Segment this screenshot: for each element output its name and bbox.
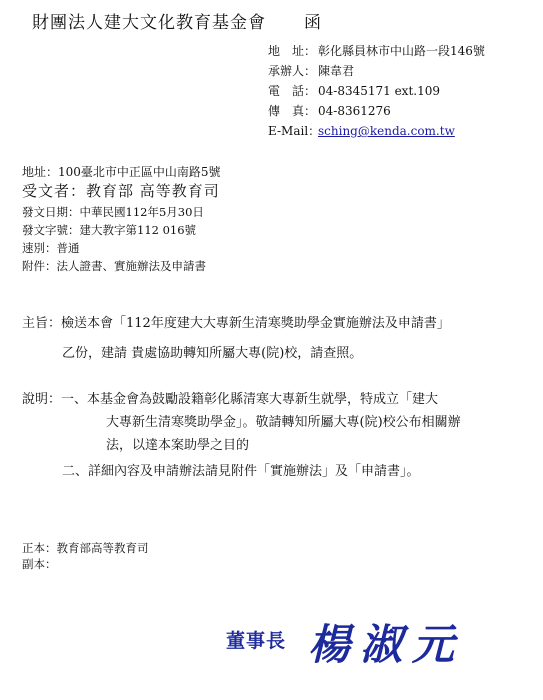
original-recipient: 正本：教育部高等教育司: [22, 541, 149, 555]
letterhead-title: [32, 8, 322, 33]
signature-name: 楊淑元: [308, 620, 465, 669]
subject-line-1: 主旨：檢送本會「112年度建大大專新生清寒獎助學金實施辦法及申請書」: [22, 316, 450, 331]
contact-value: 04-8345171 ext.109: [318, 84, 440, 98]
explanation-line-3: 法，以達本案助學之目的: [106, 438, 250, 453]
contact-officer: [268, 62, 354, 79]
contact-value: 陳韋君: [318, 64, 355, 78]
org-name: 財團法人建大文化教育基金會: [32, 13, 266, 33]
contact-value: 彰化縣員林市中山路一段146號: [318, 44, 485, 58]
contact-value: 04-8361276: [318, 104, 391, 118]
contact-label: 傳 真：: [268, 104, 317, 118]
contact-fax: [268, 102, 391, 119]
copy-recipient: 副本：: [22, 557, 57, 571]
issue-date: 發文日期：中華民國112年5月30日: [22, 205, 204, 219]
document-number: 發文字號：建大教字第112 016號: [22, 223, 197, 237]
contact-phone: [268, 82, 440, 99]
contact-label: 地 址：: [268, 44, 317, 58]
contact-label: E-Mail：: [268, 124, 321, 138]
contact-label: 電 話：: [268, 84, 317, 98]
explanation-line-2: 大專新生清寒獎助學金」。敬請轉知所屬大專(院)校公布相關辦: [106, 415, 461, 430]
contact-address: [268, 42, 485, 59]
attachments: 附件：法人證書、實施辦法及申請書: [22, 259, 206, 273]
subject-line-2: 乙份，建請 貴處協助轉知所屬大專(院)校，請查照。: [62, 346, 363, 361]
recipient-address: 地址：100臺北市中正區中山南路5號: [22, 165, 221, 179]
contact-label: 承辦人：: [268, 64, 317, 78]
explanation-line-1: 說明：一、本基金會為鼓勵設籍彰化縣清寒大專新生就學，特成立「建大: [22, 392, 439, 407]
email-link[interactable]: sching@kenda.com.tw: [318, 124, 455, 138]
signature-title: 董事長: [226, 630, 287, 652]
recipient: 受文者：教育部 高等教育司: [22, 182, 220, 200]
urgency: 速別：普通: [22, 241, 80, 255]
explanation-line-4: 二、詳細內容及申請辦法請見附件「實施辦法」及「申請書」。: [62, 464, 420, 479]
doc-type: 函: [304, 13, 322, 33]
contact-email: [268, 122, 455, 139]
